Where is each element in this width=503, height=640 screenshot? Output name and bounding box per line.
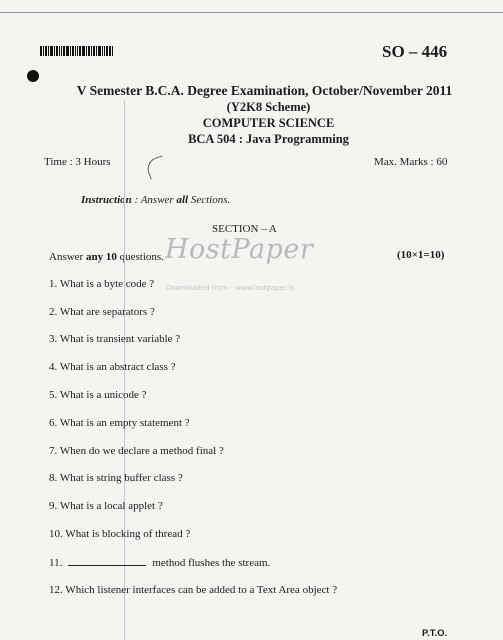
instruction-label: Instruction: [81, 194, 132, 206]
top-border-line: [0, 12, 503, 13]
answer-text-a: Answer: [49, 251, 86, 263]
question-text: Which listener interfaces can be added to a Text Area object ?: [65, 584, 338, 596]
instruction-bold-word: all: [176, 194, 189, 206]
scheme-label: (Y2K8 Scheme): [226, 100, 311, 114]
question-5: [49, 389, 147, 401]
question-7: [49, 445, 224, 457]
question-number: 4.: [49, 361, 58, 373]
answer-instruction: [49, 251, 164, 263]
instruction-text-a: : Answer: [131, 194, 177, 206]
question-text: What is an abstract class ?: [59, 361, 176, 373]
question-number: 9.: [49, 500, 58, 512]
question-text: What are separators ?: [59, 306, 155, 318]
question-text: What is a unicode ?: [59, 389, 147, 401]
time-label: Time : 3 Hours: [44, 156, 111, 168]
question-2: [49, 306, 155, 318]
pto-label: P.T.O.: [422, 628, 448, 639]
question-number: 2.: [49, 306, 58, 318]
barcode: [40, 46, 123, 56]
max-marks-label: Max. Marks : 60: [374, 156, 448, 168]
question-text: When do we declare a method final ?: [59, 445, 224, 457]
question-number: 8.: [49, 472, 58, 484]
question-12: [49, 584, 337, 596]
question-1: [49, 278, 154, 290]
question-number: 1.: [49, 278, 58, 290]
question-11: [49, 556, 270, 569]
question-number: 12.: [49, 584, 63, 596]
question-number: 11.: [49, 557, 63, 569]
instruction-line: [81, 194, 230, 206]
fill-in-blank: [68, 556, 146, 566]
question-text: What is a local applet ?: [59, 500, 163, 512]
instruction-text-b: Sections.: [188, 194, 231, 206]
question-3: [49, 333, 180, 345]
marks-allocation: (10×1=10): [397, 249, 445, 261]
question-number: 3.: [49, 333, 58, 345]
question-text: What is blocking of thread ?: [65, 528, 191, 540]
watermark-logo: HostPaper: [165, 234, 314, 265]
question-text: What is an empty statement ?: [59, 417, 190, 429]
punch-hole-mark: [27, 70, 39, 82]
question-9: [49, 500, 163, 512]
question-number: 7.: [49, 445, 58, 457]
question-text: method flushes the stream.: [152, 557, 271, 569]
subject-label: COMPUTER SCIENCE: [202, 116, 335, 130]
question-6: [49, 417, 190, 429]
question-text: What is a byte code ?: [59, 278, 155, 290]
question-text: What is string buffer class ?: [59, 472, 183, 484]
question-number: 5.: [49, 389, 58, 401]
pen-mark: [144, 155, 168, 179]
answer-text-b: questions.: [116, 251, 164, 263]
question-4: [49, 361, 176, 373]
exam-title: V Semester B.C.A. Degree Examination, October/November 2011: [76, 83, 453, 98]
answer-count: any 10: [85, 251, 117, 263]
course-label: BCA 504 : Java Programming: [188, 132, 349, 146]
section-title: SECTION – A: [212, 223, 277, 235]
paper-code: SO – 446: [382, 42, 448, 61]
watermark-text: Downloaded from - www.lostpaper.in: [166, 284, 295, 292]
question-number: 10.: [49, 528, 63, 540]
question-10: [49, 528, 190, 540]
question-text: What is transient variable ?: [59, 333, 181, 345]
question-number: 6.: [49, 417, 58, 429]
question-8: [49, 472, 183, 484]
